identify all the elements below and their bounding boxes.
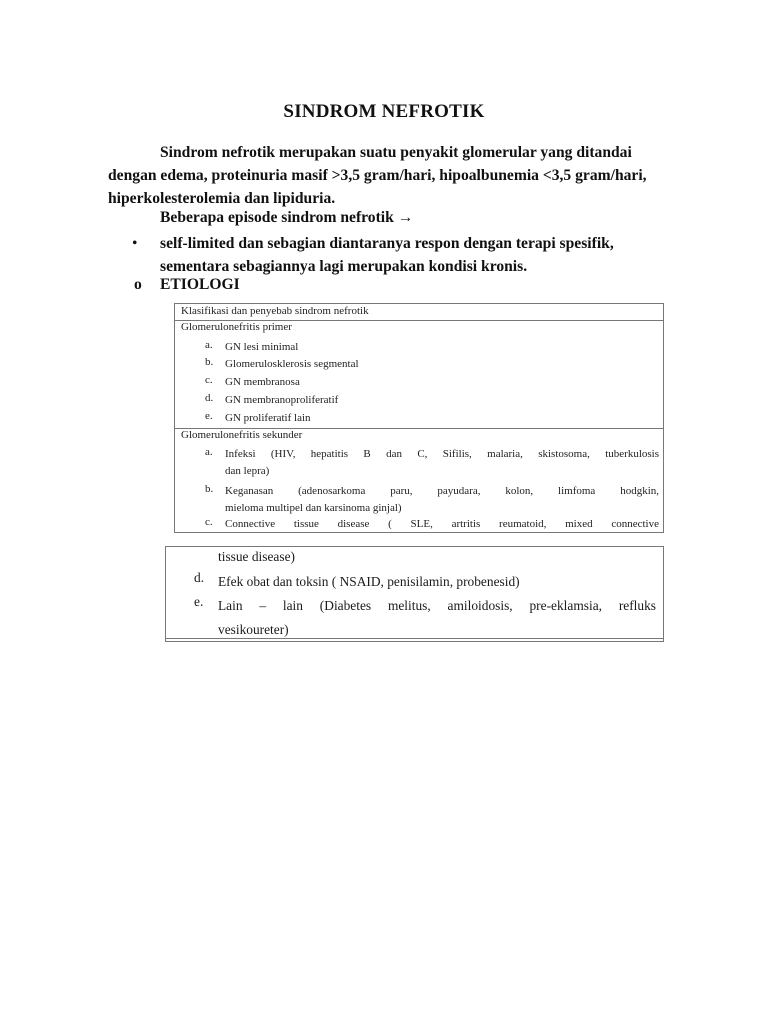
etiology-label: ETIOLOGI <box>160 276 240 293</box>
item-text: Efek obat dan toksin ( NSAID, penisilamin, probenesid) <box>218 574 520 589</box>
intro-paragraph <box>108 141 660 210</box>
bullet-line-2: sementara sebagiannya lagi merupakan kondisi kronis. <box>160 258 528 275</box>
item-line-2: mieloma multipel dan karsinoma ginjal) <box>225 501 402 514</box>
item-text <box>218 594 656 642</box>
item-letter: b. <box>205 483 214 495</box>
item-text: GN proliferatif lain <box>225 412 311 424</box>
item-line-1: Lain – lain (Diabetes melitus, amiloidosis, pre-eklamsia, refluks <box>218 598 656 613</box>
circle-bullet-mark: o <box>134 276 142 293</box>
item-line-2: vesikoureter) <box>218 622 289 637</box>
item-text: GN membranosa <box>225 376 300 388</box>
item-text <box>225 483 659 516</box>
item-text: GN lesi minimal <box>225 341 299 353</box>
bullet-text <box>160 232 680 278</box>
item-letter: c. <box>205 516 213 528</box>
secondary-heading: Glomerulonefritis sekunder <box>181 429 303 441</box>
page-title: SINDROM NEFROTIK <box>283 101 485 122</box>
item-text: GN membranoproliferatif <box>225 394 339 406</box>
item-text <box>225 446 659 479</box>
item-letter: a. <box>205 339 213 351</box>
item-letter: a. <box>205 446 213 458</box>
item-text: Glomerulosklerosis segmental <box>225 358 359 370</box>
primary-heading: Glomerulonefritis primer <box>181 321 292 333</box>
item-letter: e. <box>205 410 213 422</box>
table-title: Klasifikasi dan penyebab sindrom nefrotik <box>181 305 369 317</box>
table-bottom-border <box>166 638 663 639</box>
continuation-text: tissue disease) <box>218 549 295 564</box>
bullet-line-1: self-limited dan sebagian diantaranya respon dengan terapi spesifik, <box>160 235 614 252</box>
item-line-1: Keganasan (adenosarkoma paru, payudara, kolon, limfoma hodgkin, <box>225 485 659 497</box>
item-letter: d. <box>205 392 214 404</box>
item-letter: b. <box>205 356 214 368</box>
item-letter: e. <box>194 594 204 609</box>
classification-table <box>174 303 664 533</box>
item-letter: d. <box>194 570 205 585</box>
intro-paragraph-text: Sindrom nefrotik merupakan suatu penyakit glomerular yang ditandai dengan edema, proteinuria masif >3,5 gram/hari, hipoalbunemia <3,5 gram/hari, hiperkolesterolemia dan lipiduria. <box>108 144 647 207</box>
episode-line: Beberapa episode sindrom nefrotik → <box>160 209 414 226</box>
item-letter: c. <box>205 374 213 386</box>
classification-table-continued <box>165 546 664 642</box>
item-text <box>225 516 659 533</box>
item-line-1: Infeksi (HIV, hepatitis B dan C, Sifilis, malaria, skistosoma, tuberkulosis <box>225 448 659 460</box>
item-line-2: dan lepra) <box>225 464 270 477</box>
item-line-1: Connective tissue disease ( SLE, artritis reumatoid, mixed connective <box>225 518 659 530</box>
bullet-mark: • <box>132 235 138 252</box>
